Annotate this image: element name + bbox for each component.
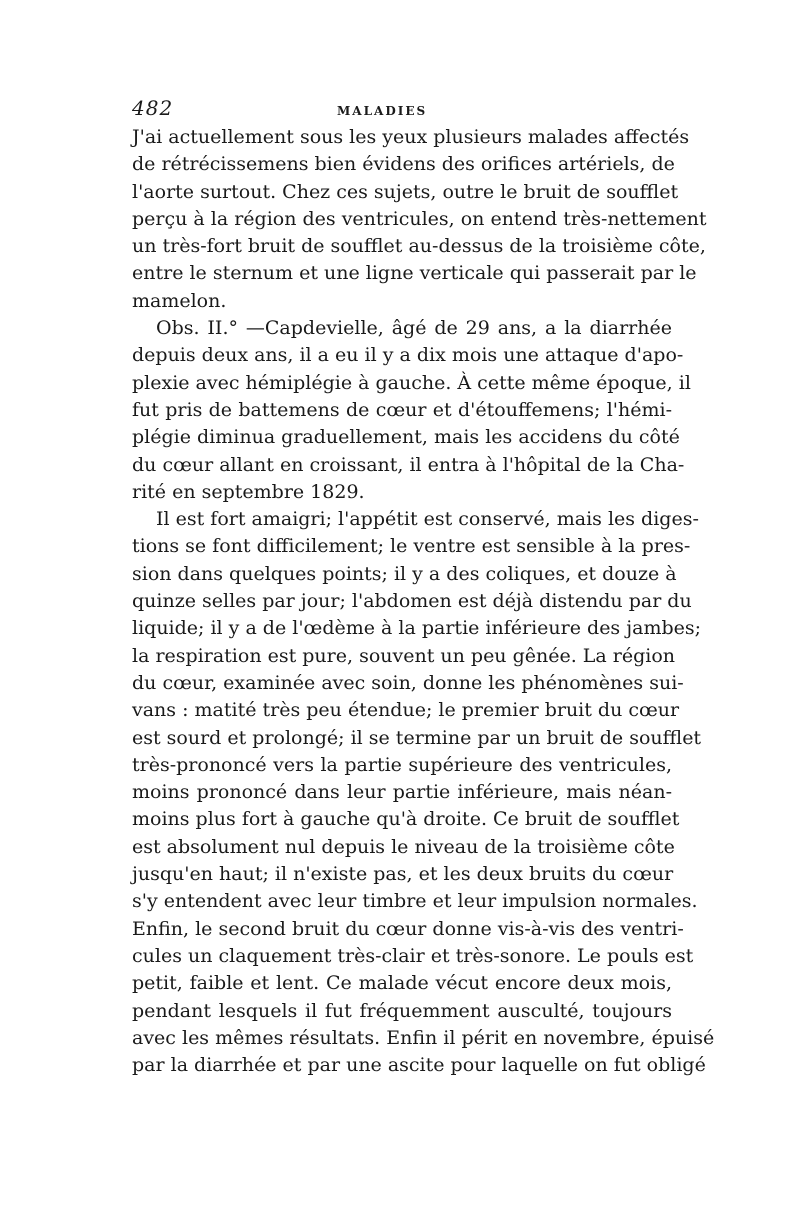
text-line: pendant lesquels il fut fréquemment ausculté, toujours — [132, 999, 672, 1022]
text-line: moins prononcé dans leur partie inférieure, mais néan- — [132, 781, 672, 804]
text-line: jusqu'en haut; il n'existe pas, et les deux bruits du cœur — [132, 863, 674, 886]
page-number: 482 — [132, 96, 174, 120]
text-line: rité en septembre 1829. — [132, 480, 365, 503]
page-header — [132, 96, 672, 124]
text-line: de rétrécissemens bien évidens des orifices artériels, de — [132, 153, 675, 176]
text-line: est absolument nul depuis le niveau de la troisième côte — [132, 835, 675, 858]
text-line: depuis deux ans, il a eu il y a dix mois une attaque d'apo- — [132, 344, 684, 367]
text-line: moins plus fort à gauche qu'à droite. Ce bruit de soufflet — [132, 808, 680, 831]
text-line: la respiration est pure, souvent un peu gênée. La région — [132, 644, 676, 667]
text-line: cules un claquement très-clair et très-sonore. Le pouls est — [132, 944, 694, 967]
text-line: tions se font difficilement; le ventre est sensible à la pres- — [132, 535, 691, 558]
body-text — [132, 124, 715, 1079]
text-line: fut pris de battemens de cœur et d'étouffemens; l'hémi- — [132, 398, 672, 421]
text-line: mamelon. — [132, 289, 227, 312]
text-line: petit, faible et lent. Ce malade vécut encore deux mois, — [132, 972, 672, 995]
text-line: Il est fort amaigri; l'appétit est conservé, mais les diges- — [156, 508, 699, 531]
text-line: plégie diminua graduellement, mais les accidens du côté — [132, 426, 680, 449]
text-line: plexie avec hémiplégie à gauche. À cette même époque, il — [132, 371, 691, 394]
text-line: perçu à la région des ventricules, on entend très-nettement — [132, 207, 707, 230]
text-line: sion dans quelques points; il y a des coliques, et douze à — [132, 562, 677, 585]
text-line: du cœur, examinée avec soin, donne les phénomènes sui- — [132, 671, 684, 694]
text-line: J'ai actuellement sous les yeux plusieurs malades affectés — [132, 126, 690, 148]
text-line: entre le sternum et une ligne verticale qui passerait par le — [132, 262, 697, 285]
text-line: l'aorte surtout. Chez ces sujets, outre le bruit de soufflet — [132, 180, 679, 203]
running-head: MALADIES — [337, 104, 428, 118]
text-line: est sourd et prolongé; il se termine par un bruit de soufflet — [132, 726, 702, 749]
text-line: très-prononcé vers la partie supérieure des ventricules, — [132, 753, 672, 776]
text-line: quinze selles par jour; l'abdomen est déjà distendu par du — [132, 590, 692, 613]
text-line: par la diarrhée et par une ascite pour laquelle on fut obligé — [132, 1054, 706, 1077]
text-line: avec les mêmes résultats. Enfin il périt en novembre, épuisé — [132, 1026, 715, 1049]
text-line: un très-fort bruit de soufflet au-dessus de la troisième côte, — [132, 235, 706, 258]
text-line: Enfin, le second bruit du cœur donne vis-à-vis des ventri- — [132, 917, 684, 940]
text-line: s'y entendent avec leur timbre et leur impulsion normales. — [132, 890, 698, 913]
text-line: liquide; il y a de l'œdème à la partie inférieure des jambes; — [132, 617, 702, 640]
text-line: Obs. II.° —Capdevielle, âgé de 29 ans, a la diarrhée — [156, 317, 672, 340]
text-line: vans : matité très peu étendue; le premier bruit du cœur — [132, 699, 680, 722]
text-line: du cœur allant en croissant, il entra à l'hôpital de la Cha- — [132, 453, 685, 476]
